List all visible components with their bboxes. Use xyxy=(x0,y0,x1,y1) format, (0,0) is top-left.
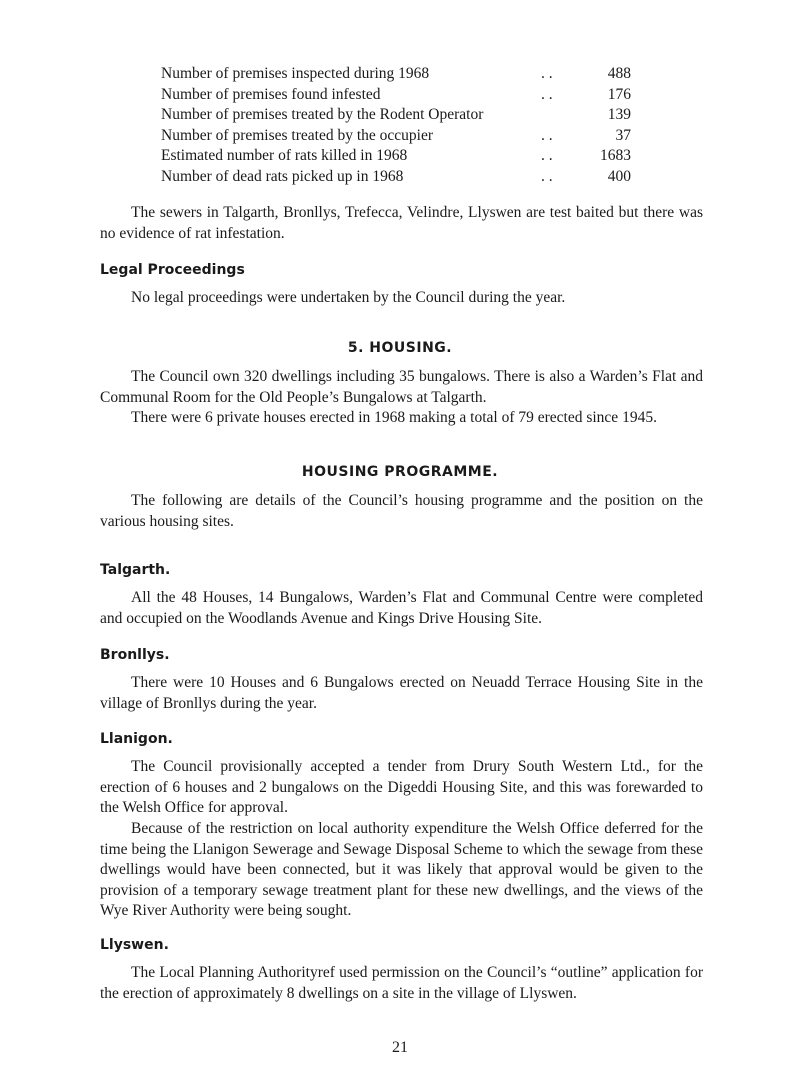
stat-value: 488 xyxy=(607,65,631,82)
stat-leader: . . xyxy=(541,65,553,82)
stat-label: Number of premises treated by the Rodent Operator xyxy=(161,106,484,124)
stat-row xyxy=(161,167,631,188)
sewers-paragraph: The sewers in Talgarth, Bronllys, Trefecca, Velindre, Llyswen are test baited but there was no evidence of rat infestation. xyxy=(100,204,703,242)
stat-row xyxy=(161,64,631,85)
housing-heading: 5. HOUSING. xyxy=(347,340,453,356)
stat-leader: . . xyxy=(541,85,553,103)
bronllys-paragraph: There were 10 Houses and 6 Bungalows erected on Neuadd Terrace Housing Site in the village of Bronllys during the year. xyxy=(100,674,703,712)
stat-value: 400 xyxy=(607,167,631,185)
rodent-statistics xyxy=(161,64,631,188)
llyswen-paragraph: The Local Planning Authorityref used permission on the Council’s “outline” application for the erection of approximately 8 dwellings on a site in the village of Llyswen. xyxy=(100,964,703,1002)
housing-paragraph-2: There were 6 private houses erected in 1968 making a total of 79 erected since 1945. xyxy=(131,409,657,426)
stat-leader: . . xyxy=(541,126,553,144)
stat-leader: . . xyxy=(541,167,553,185)
housing-paragraph-1: The Council own 320 dwellings including 35 bungalows. There is also a Warden’s Flat and Communal Room for the Old People’s Bungalows at Talgarth. xyxy=(100,368,703,406)
talgarth-heading: Talgarth. xyxy=(100,562,171,578)
housing-programme-paragraph: The following are details of the Council’s housing programme and the position on the various housing sites. xyxy=(100,492,703,530)
stat-label: Estimated number of rats killed in 1968 xyxy=(161,147,408,165)
housing-programme-heading: HOUSING PROGRAMME. xyxy=(301,464,499,480)
stat-label: Number of premises inspected during 1968 xyxy=(161,65,430,82)
llanigon-heading: Llanigon. xyxy=(100,731,173,747)
legal-proceedings-paragraph: No legal proceedings were undertaken by the Council during the year. xyxy=(131,289,566,306)
stat-label: Number of premises treated by the occupier xyxy=(161,126,434,144)
legal-proceedings-heading: Legal Proceedings xyxy=(100,262,245,278)
llanigon-paragraph-2: Because of the restriction on local authority expenditure the Welsh Office deferred for the time being the Llanigon Sewerage and Sewage Disposal Scheme to which the sewage from these dwellings would have been connected, but it was likely that approval would be given to the provision of a temporary sewage treatment plant for these new dwellings, and the views of the Wye River Authority were being sought. xyxy=(100,820,703,920)
page-number: 21 xyxy=(392,1039,408,1056)
stat-label: Number of premises found infested xyxy=(161,85,381,103)
stat-value: 139 xyxy=(607,106,631,124)
stat-value: 1683 xyxy=(600,147,631,165)
llyswen-heading: Llyswen. xyxy=(100,937,169,953)
talgarth-paragraph: All the 48 Houses, 14 Bungalows, Warden’s Flat and Communal Centre were completed and occupied on the Woodlands Avenue and Kings Drive Housing Site. xyxy=(100,589,703,627)
stat-row xyxy=(161,105,631,126)
stat-value: 176 xyxy=(607,85,631,103)
stat-leader: . . xyxy=(541,147,553,165)
stat-row xyxy=(161,85,631,106)
stat-row xyxy=(161,126,631,147)
stat-label: Number of dead rats picked up in 1968 xyxy=(161,167,404,185)
stat-row xyxy=(161,146,631,167)
llanigon-paragraph-1: The Council provisionally accepted a tender from Drury South Western Ltd., for the erection of 6 houses and 2 bungalows on the Digeddi Housing Site, and this was forewarded to the Welsh Office for approval. xyxy=(100,758,703,817)
bronllys-heading: Bronllys. xyxy=(100,647,170,663)
stat-value: 37 xyxy=(615,126,631,144)
